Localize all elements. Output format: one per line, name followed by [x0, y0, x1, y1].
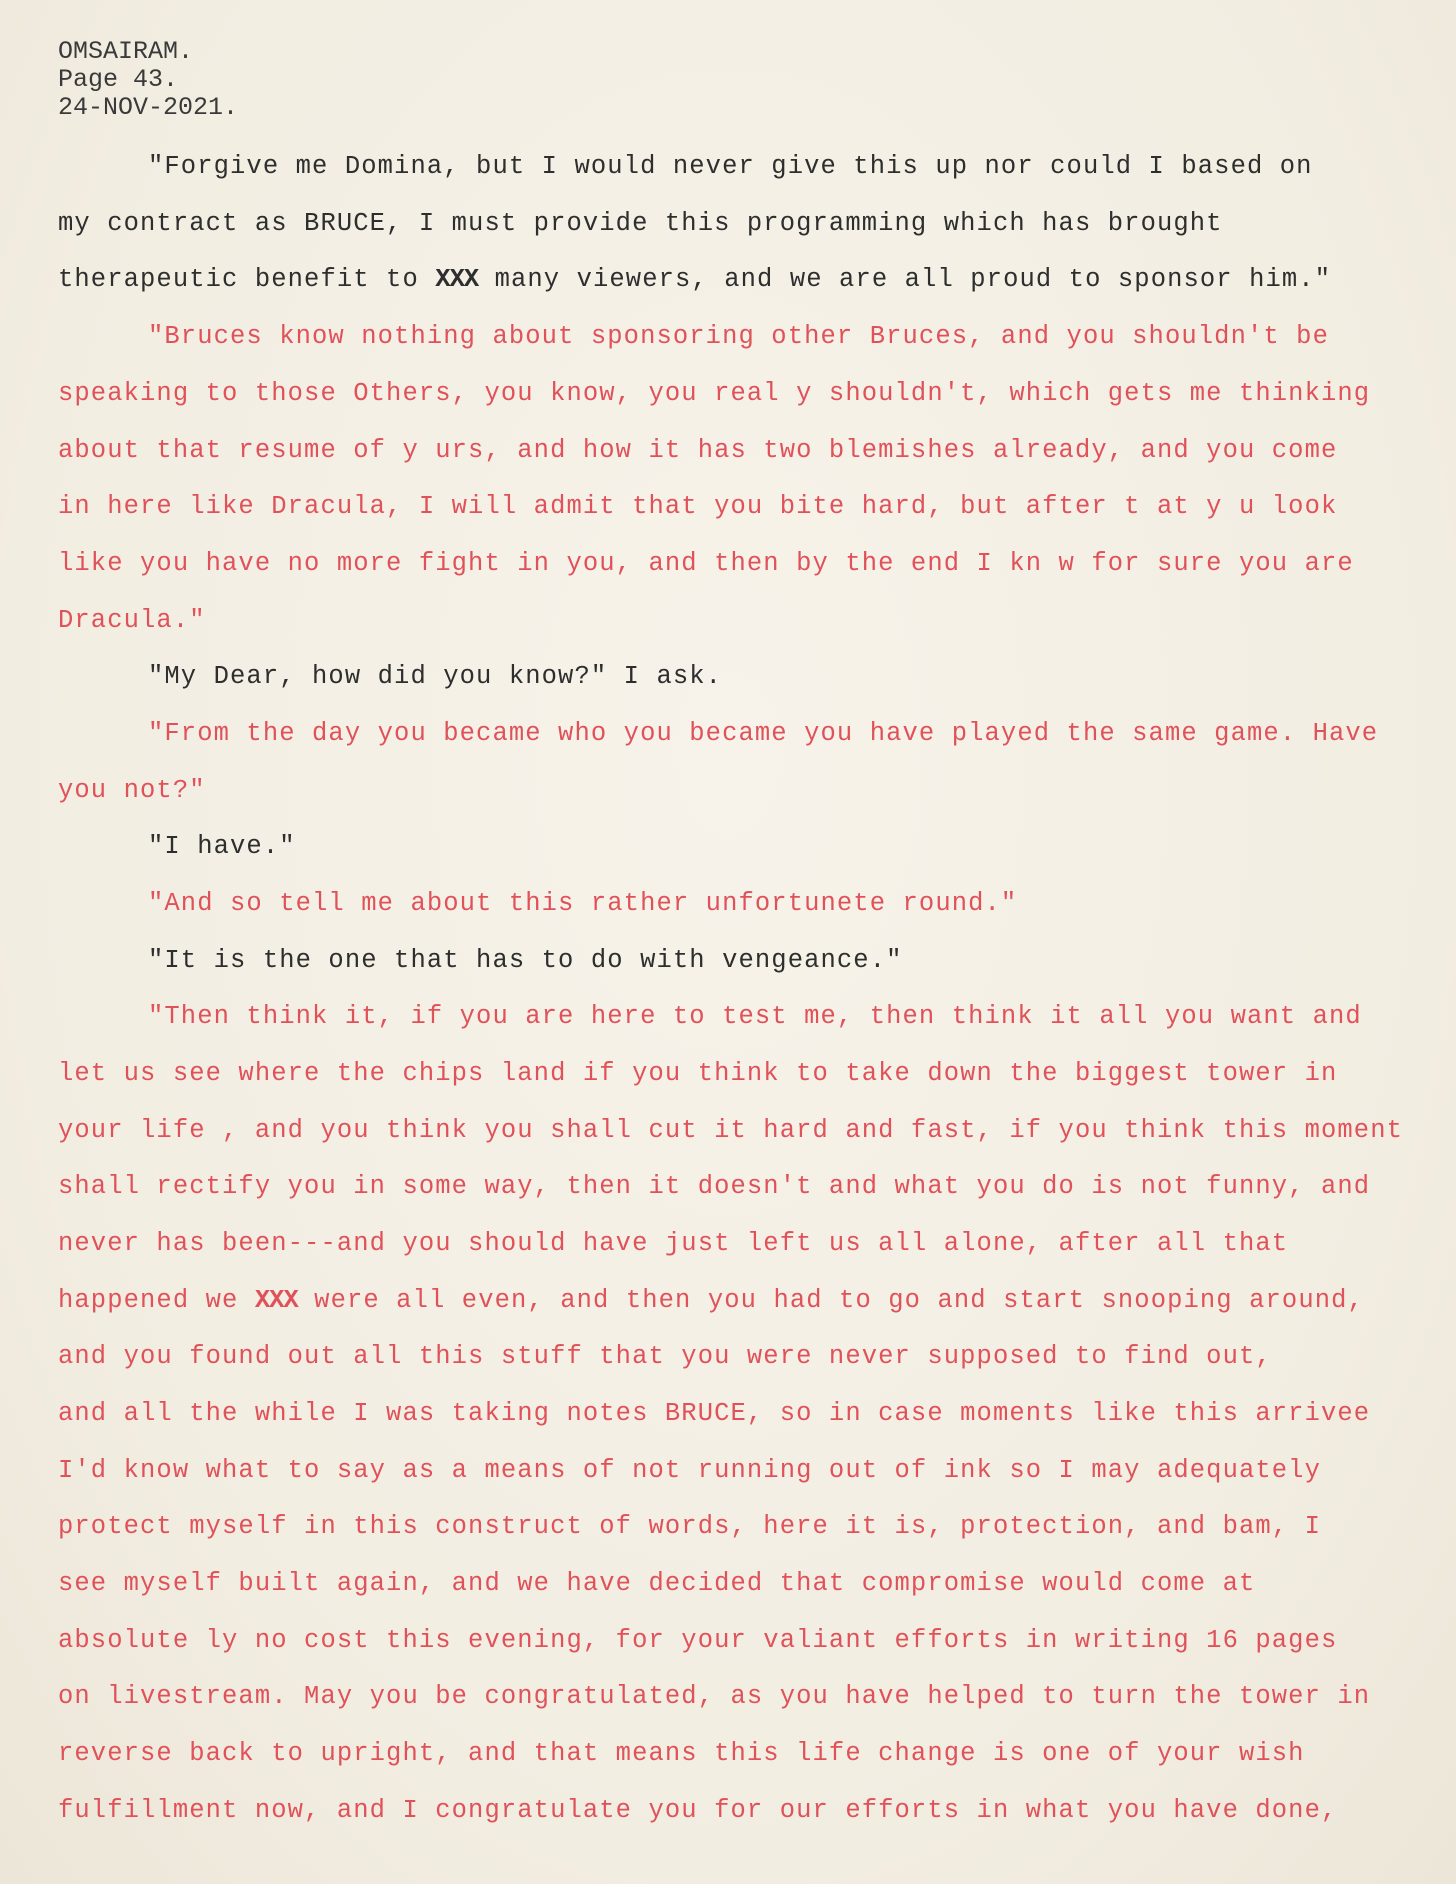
- strikeover-text: XXX: [254, 1286, 298, 1315]
- text-line: "Then think it, if you are here to test me, then think it all you want and: [148, 1002, 1362, 1031]
- text-line: shall rectify you in some way, then it doesn't and what you do is not funny, and: [58, 1172, 1371, 1201]
- strikeover-text: XXX: [435, 265, 479, 294]
- text-line: "And so tell me about this rather unfortunete round.": [148, 889, 1018, 918]
- text-line: "It is the one that has to do with vengeance.": [148, 946, 903, 975]
- text-line: and all the while I was taking notes BRUCE, so in case moments like this arrivee: [58, 1399, 1371, 1428]
- text-line: "From the day you became who you became you have played the same game. Have: [148, 719, 1379, 748]
- text-line: "I have.": [148, 832, 296, 861]
- text-line: see myself built again, and we have decided that compromise would come at: [58, 1569, 1256, 1598]
- text-line: protect myself in this construct of words, here it is, protection, and bam, I: [58, 1512, 1321, 1541]
- text-line: fulfillment now, and I congratulate you for our efforts in what you have done,: [58, 1796, 1338, 1825]
- text-line: on livestream. May you be congratulated, as you have helped to turn the tower in: [58, 1682, 1371, 1711]
- text-line: your life , and you think you shall cut it hard and fast, if you think this moment: [58, 1116, 1404, 1145]
- header-title: OMSAIRAM.: [58, 37, 194, 66]
- text-line: "My Dear, how did you know?" I ask.: [148, 662, 723, 691]
- text-line: I'd know what to say as a means of not running out of ink so I may adequately: [58, 1456, 1321, 1485]
- text-line: in here like Dracula, I will admit that you bite hard, but after t at y u look: [58, 492, 1338, 521]
- text-line: let us see where the chips land if you think to take down the biggest tower in: [58, 1059, 1338, 1088]
- text-line: speaking to those Others, you know, you real y shouldn't, which gets me thinking: [58, 379, 1371, 408]
- text-line: about that resume of y urs, and how it has two blemishes already, and you come: [58, 436, 1338, 465]
- text-line: "Bruces know nothing about sponsoring other Bruces, and you shouldn't be: [148, 322, 1329, 351]
- text-line: absolute ly no cost this evening, for your valiant efforts in writing 16 pages: [58, 1626, 1338, 1655]
- text-line: never has been---and you should have just left us all alone, after all that: [58, 1229, 1289, 1258]
- text-line: Dracula.": [58, 606, 206, 635]
- header-page-number: Page 43.: [58, 65, 179, 94]
- text-line: reverse back to upright, and that means this life change is one of your wish: [58, 1739, 1305, 1768]
- page-header: [58, 38, 238, 122]
- text-line: my contract as BRUCE, I must provide this programming which has brought: [58, 209, 1223, 238]
- text-line: and you found out all this stuff that you were never supposed to find out,: [58, 1342, 1272, 1371]
- text-line: happened we XXX were all even, and then you had to go and start snooping around,: [58, 1286, 1364, 1315]
- text-line: "Forgive me Domina, but I would never give this up nor could I based on: [148, 152, 1313, 181]
- text-line: like you have no more fight in you, and then by the end I kn w for sure you are: [58, 549, 1354, 578]
- text-line: therapeutic benefit to XXX many viewers, and we are all proud to sponsor him.": [58, 265, 1332, 294]
- text-line: you not?": [58, 776, 206, 805]
- header-date: 24-NOV-2021.: [58, 93, 239, 122]
